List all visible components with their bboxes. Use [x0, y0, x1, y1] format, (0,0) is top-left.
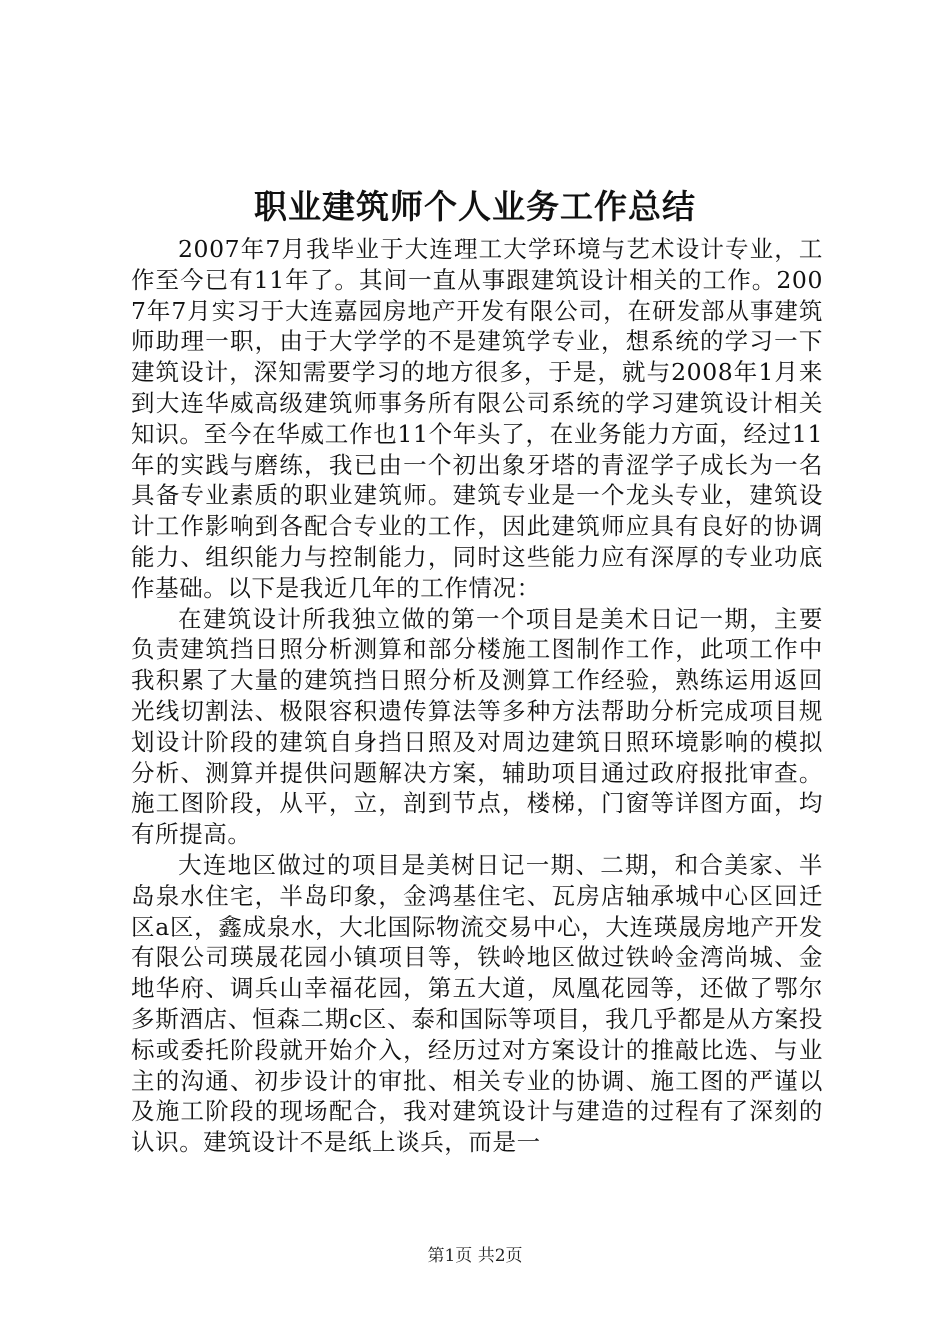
document-body: [131, 234, 823, 1158]
paragraph-1: 2007年7月我毕业于大连理工大学环境与艺术设计专业，工作至今已有11年了。其间一直从事跟建筑设计相关的工作。2007年7月实习于大连嘉园房地产开发有限公司，在研发部从事建筑师助理一职，由于大学学的不是建筑学专业，想系统的学习一下建筑设计，深知需要学习的地方很多，于是，就与2008年1月来到大连华威高级建筑师事务所有限公司系统的学习建筑设计相关知识。至今在华威工作也11个年头了，在业务能力方面，经过11年的实践与磨练，我已由一个初出象牙塔的青涩学子成长为一名具备专业素质的职业建筑师。建筑专业是一个龙头专业，建筑设计工作影响到各配合专业的工作，因此建筑师应具有良好的协调能力、组织能力与控制能力，同时这些能力应有深厚的专业功底作基础。以下是我近几年的工作情况：: [131, 235, 823, 602]
document-title: 职业建筑师个人业务工作总结: [254, 187, 696, 226]
page-number-footer: 第1页 共2页: [427, 1246, 523, 1266]
paragraph-2: 在建筑设计所我独立做的第一个项目是美术日记一期，主要负责建筑挡日照分析测算和部分楼施工图制作工作，此项工作中我积累了大量的建筑挡日照分析及测算工作经验，熟练运用返回光线切割法、极限容积遗传算法等多种方法帮助分析完成项目规划设计阶段的建筑自身挡日照及对周边建筑日照环境影响的模拟分析、测算并提供问题解决方案，辅助项目通过政府报批审查。施工图阶段，从平，立，剖到节点，楼梯，门窗等详图方面，均有所提高。: [131, 604, 823, 849]
paragraph-3: 大连地区做过的项目是美树日记一期、二期，和合美家、半岛泉水住宅，半岛印象，金鸿基住宅、瓦房店轴承城中心区回迁区a区，鑫成泉水，大北国际物流交易中心，大连瑛晟房地产开发有限公司瑛晟花园小镇项目等，铁岭地区做过铁岭金湾尚城、金地华府、调兵山幸福花园，第五大道，凤凰花园等，还做了鄂尔多斯酒店、恒森二期c区、泰和国际等项目，我几乎都是从方案投标或委托阶段就开始介入，经历过对方案设计的推敲比选、与业主的沟通、初步设计的审批、相关专业的协调、施工图的严谨以及施工阶段的现场配合，我对建筑设计与建造的过程有了深刻的认识。建筑设计不是纸上谈兵，而是一: [131, 850, 823, 1157]
